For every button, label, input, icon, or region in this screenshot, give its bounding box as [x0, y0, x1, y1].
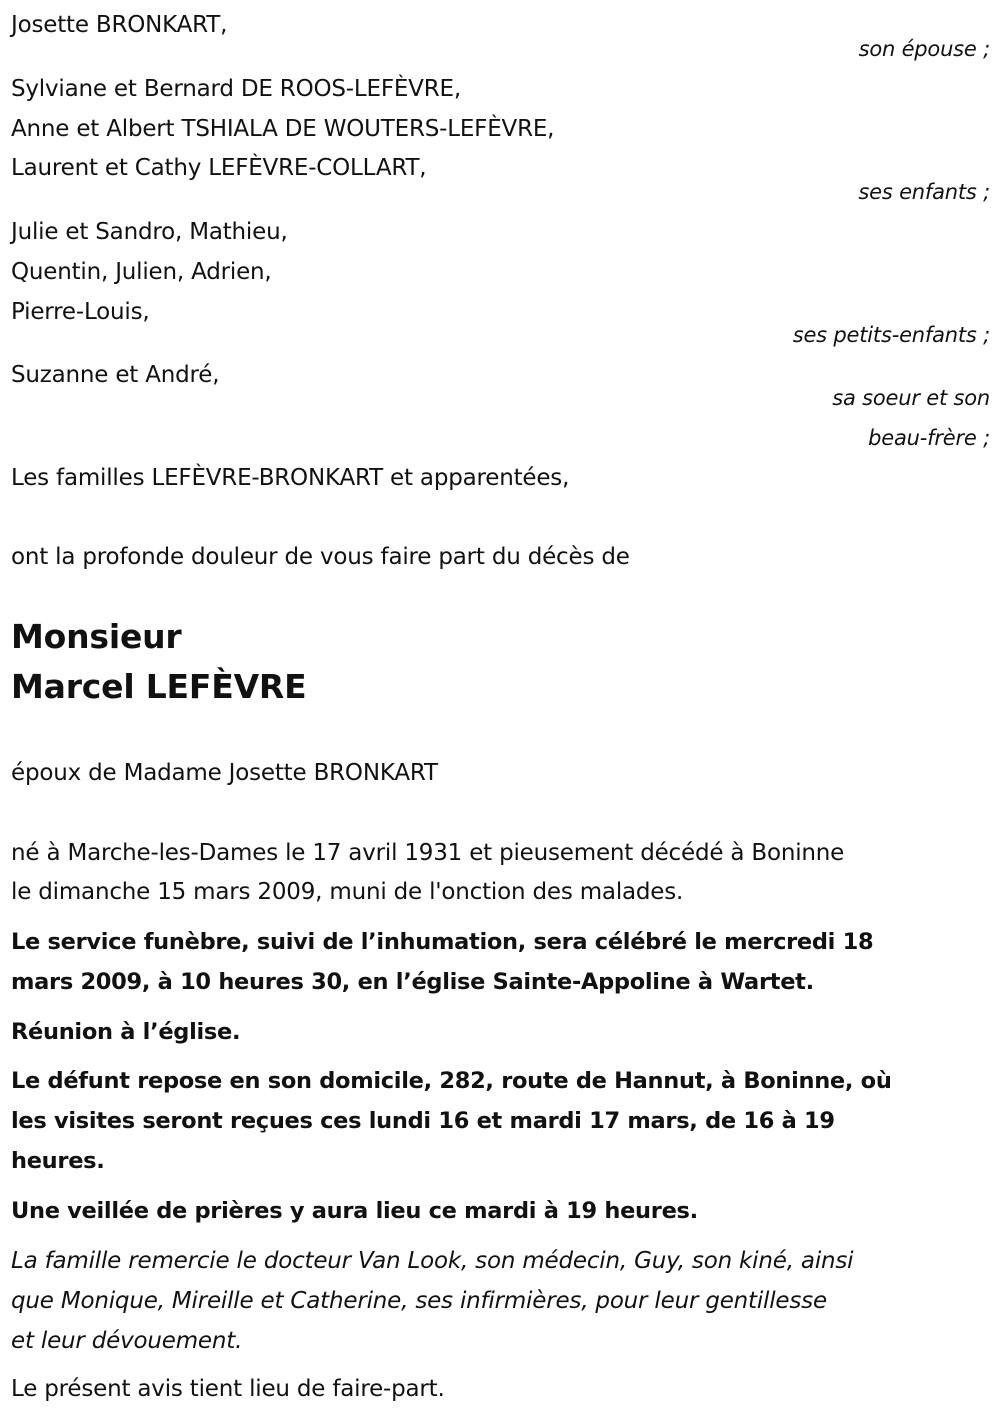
service-line: mars 2009, à 10 heures 30, en l’église Sainte-Appoline à Wartet.	[11, 969, 814, 995]
spouse-role: son épouse ;	[858, 37, 990, 61]
visits-line: les visites seront reçues ces lundi 16 et mardi 17 mars, de 16 à 19	[11, 1108, 835, 1134]
birth-death-line: le dimanche 15 mars 2009, muni de l'onction des malades.	[11, 879, 684, 905]
grandchild-line: Julie et Sandro, Mathieu,	[11, 219, 288, 245]
birth-death-line: né à Marche-les-Dames le 17 avril 1931 et pieusement décédé à Boninne	[11, 840, 845, 866]
spouse-of: époux de Madame Josette BRONKART	[11, 760, 438, 786]
announcement: ont la profonde douleur de vous faire part du décès de	[11, 544, 630, 570]
closing-line: Le présent avis tient lieu de faire-part.	[11, 1376, 445, 1402]
thanks-line: La famille remercie le docteur Van Look, son médecin, Guy, son kiné, ainsi	[11, 1248, 854, 1274]
grandchild-line: Pierre-Louis,	[11, 299, 150, 325]
service-line: Le service funèbre, suivi de l’inhumation, sera célébré le mercredi 18	[11, 929, 874, 955]
visits-line: Le défunt repose en son domicile, 282, route de Hannut, à Boninne, où	[11, 1068, 892, 1094]
child-line: Anne et Albert TSHIALA DE WOUTERS-LEFÈVRE,	[11, 116, 555, 142]
grandchildren-role: ses petits-enfants ;	[792, 323, 990, 347]
siblings-line: Suzanne et André,	[11, 362, 220, 388]
child-line: Laurent et Cathy LEFÈVRE-COLLART,	[11, 155, 427, 181]
siblings-role: beau-frère ;	[868, 426, 990, 450]
meeting-line: Réunion à l’église.	[11, 1019, 241, 1045]
deceased-name: Marcel LEFÈVRE	[11, 667, 307, 706]
vigil-line: Une veillée de prières y aura lieu ce mardi à 19 heures.	[11, 1198, 698, 1224]
thanks-line: que Monique, Mireille et Catherine, ses infirmières, pour leur gentillesse	[11, 1288, 827, 1314]
child-line: Sylviane et Bernard DE ROOS-LEFÈVRE,	[11, 76, 461, 102]
families-line: Les familles LEFÈVRE-BRONKART et apparentées,	[11, 465, 570, 491]
deceased-title: Monsieur	[11, 617, 182, 656]
thanks-line: et leur dévouement.	[11, 1328, 243, 1354]
grandchild-line: Quentin, Julien, Adrien,	[11, 259, 272, 285]
visits-line: heures.	[11, 1148, 105, 1174]
children-role: ses enfants ;	[858, 180, 990, 204]
spouse-name: Josette BRONKART,	[11, 12, 228, 38]
siblings-role: sa soeur et son	[832, 386, 990, 410]
